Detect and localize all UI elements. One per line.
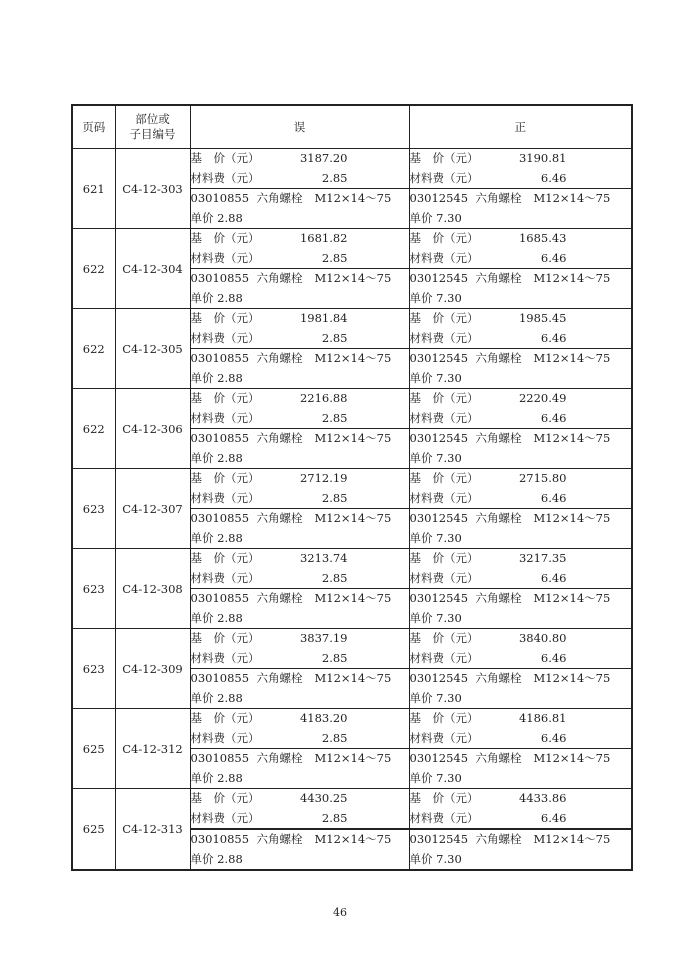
- unit-price: 单价 2.88: [190, 370, 243, 385]
- base-price-value: 2712.19: [299, 471, 348, 485]
- right-price-cell: [409, 629, 632, 669]
- material-cost-line: [410, 489, 632, 509]
- wrong-price-cell: [190, 709, 409, 749]
- base-price-value: 1981.84: [299, 311, 348, 325]
- base-price-value: 4183.20: [299, 711, 348, 725]
- item-line: [410, 429, 632, 449]
- item-line: [410, 669, 632, 689]
- item-code: 03012545: [409, 751, 469, 765]
- base-price-line: [410, 709, 632, 729]
- item-line: [191, 669, 409, 689]
- base-price-label: 基 价（元）: [190, 551, 260, 565]
- item-line: [410, 269, 632, 289]
- item-line: [410, 349, 632, 369]
- base-price-label: 基 价（元）: [409, 391, 479, 405]
- material-cost-value: 6.46: [540, 490, 567, 505]
- item-code: 03010855: [190, 751, 250, 765]
- wrong-price-cell: [190, 629, 409, 669]
- base-price-line: [191, 709, 409, 729]
- item-line: [410, 189, 632, 209]
- item-code-cell: C4-12-305: [115, 309, 190, 389]
- base-price-value: 2715.80: [518, 471, 567, 485]
- material-cost-line: [410, 809, 632, 829]
- item-line: [191, 830, 409, 850]
- item-code-cell: C4-12-306: [115, 389, 190, 469]
- page-cell: 622: [72, 309, 115, 389]
- material-cost-value: 2.85: [321, 570, 348, 585]
- material-cost-line: [410, 729, 632, 749]
- item-code: 03012545: [409, 431, 469, 445]
- base-price-label: 基 价（元）: [190, 631, 260, 645]
- material-cost-value: 2.85: [321, 810, 348, 825]
- page-cell: 622: [72, 229, 115, 309]
- page-cell: 622: [72, 389, 115, 469]
- item-spec: M12×14～75: [314, 591, 392, 605]
- item-name: 六角螺栓: [475, 271, 522, 285]
- item-code: 03010855: [190, 271, 250, 285]
- header-page: 页码: [72, 105, 115, 149]
- base-price-label: 基 价（元）: [190, 711, 260, 725]
- base-price-line: [191, 549, 409, 569]
- item-name: 六角螺栓: [475, 671, 522, 685]
- item-line: [410, 509, 632, 529]
- wrong-item-cell: [190, 749, 409, 789]
- base-price-line: [191, 309, 409, 329]
- item-line: [410, 830, 632, 850]
- item-line: [191, 589, 409, 609]
- base-price-value: 3840.80: [518, 631, 567, 645]
- item-code: 03010855: [190, 351, 250, 365]
- page-cell: 621: [72, 149, 115, 229]
- wrong-item-cell: [190, 829, 409, 870]
- material-cost-label: 材料费（元）: [190, 170, 260, 185]
- right-price-cell: [409, 229, 632, 269]
- item-name: 六角螺栓: [256, 271, 303, 285]
- base-price-label: 基 价（元）: [409, 311, 479, 325]
- item-name: 六角螺栓: [475, 511, 522, 525]
- base-price-line: [191, 629, 409, 649]
- item-code-cell: C4-12-303: [115, 149, 190, 229]
- item-spec: M12×14～75: [533, 431, 611, 445]
- base-price-label: 基 价（元）: [190, 311, 260, 325]
- base-price-line: [191, 149, 409, 169]
- material-cost-line: [191, 249, 409, 269]
- item-code: 03012545: [409, 511, 469, 525]
- right-price-cell: [409, 389, 632, 429]
- right-price-cell: [409, 549, 632, 589]
- base-price-label: 基 价（元）: [190, 151, 260, 165]
- errata-table: [71, 104, 633, 871]
- material-cost-value: 2.85: [321, 730, 348, 745]
- base-price-label: 基 价（元）: [409, 551, 479, 565]
- item-code: 03012545: [409, 351, 469, 365]
- material-cost-value: 2.85: [321, 250, 348, 265]
- table-row: [72, 629, 632, 669]
- material-cost-label: 材料费（元）: [409, 330, 479, 345]
- page-cell: 623: [72, 469, 115, 549]
- material-cost-label: 材料费（元）: [190, 410, 260, 425]
- item-code-cell: C4-12-307: [115, 469, 190, 549]
- header-code: [115, 105, 190, 149]
- base-price-label: 基 价（元）: [190, 391, 260, 405]
- unit-price: 单价 2.88: [190, 450, 243, 465]
- right-item-cell: [409, 589, 632, 629]
- base-price-label: 基 价（元）: [409, 711, 479, 725]
- material-cost-label: 材料费（元）: [190, 570, 260, 585]
- item-spec: M12×14～75: [314, 431, 392, 445]
- wrong-item-cell: [190, 269, 409, 309]
- page-number: 46: [333, 906, 347, 919]
- base-price-line: [410, 549, 632, 569]
- material-cost-label: 材料费（元）: [409, 490, 479, 505]
- unit-price: 单价 2.88: [190, 770, 243, 785]
- item-name: 六角螺栓: [256, 751, 303, 765]
- unit-price: 单价 7.30: [409, 450, 462, 465]
- wrong-price-cell: [190, 789, 409, 830]
- item-name: 六角螺栓: [256, 832, 303, 846]
- wrong-price-cell: [190, 469, 409, 509]
- item-code: 03010855: [190, 431, 250, 445]
- unit-price: 单价 2.88: [190, 690, 243, 705]
- material-cost-value: 2.85: [321, 170, 348, 185]
- item-spec: M12×14～75: [314, 271, 392, 285]
- material-cost-value: 2.85: [321, 410, 348, 425]
- base-price-value: 4430.25: [299, 791, 348, 805]
- right-price-cell: [409, 309, 632, 349]
- material-cost-line: [191, 809, 409, 829]
- material-cost-line: [191, 489, 409, 509]
- item-code-cell: C4-12-308: [115, 549, 190, 629]
- material-cost-label: 材料费（元）: [409, 250, 479, 265]
- right-item-cell: [409, 509, 632, 549]
- table-row: [72, 709, 632, 749]
- page-cell: 625: [72, 709, 115, 789]
- item-name: 六角螺栓: [475, 191, 522, 205]
- right-price-cell: [409, 709, 632, 749]
- item-spec: M12×14～75: [314, 511, 392, 525]
- item-code-cell: C4-12-309: [115, 629, 190, 709]
- material-cost-label: 材料费（元）: [409, 410, 479, 425]
- item-spec: M12×14～75: [533, 351, 611, 365]
- table-row: [72, 389, 632, 429]
- material-cost-line: [410, 409, 632, 429]
- item-code: 03010855: [190, 511, 250, 525]
- base-price-label: 基 价（元）: [409, 151, 479, 165]
- base-price-label: 基 价（元）: [409, 791, 479, 805]
- item-line: [191, 349, 409, 369]
- item-line: [191, 749, 409, 769]
- header-code-line1: 部位或: [135, 112, 170, 126]
- header-right: 正: [409, 105, 632, 149]
- right-item-cell: [409, 749, 632, 789]
- material-cost-label: 材料费（元）: [190, 810, 260, 825]
- material-cost-label: 材料费（元）: [190, 490, 260, 505]
- wrong-item-cell: [190, 429, 409, 469]
- item-line: [191, 189, 409, 209]
- material-cost-line: [191, 569, 409, 589]
- wrong-price-cell: [190, 549, 409, 589]
- item-line: [410, 749, 632, 769]
- item-name: 六角螺栓: [475, 591, 522, 605]
- base-price-value: 4186.81: [518, 711, 567, 725]
- material-cost-value: 6.46: [540, 570, 567, 585]
- material-cost-line: [191, 729, 409, 749]
- wrong-price-cell: [190, 149, 409, 189]
- wrong-item-cell: [190, 349, 409, 389]
- item-line: [410, 589, 632, 609]
- item-line: [191, 269, 409, 289]
- base-price-line: [191, 469, 409, 489]
- material-cost-line: [191, 329, 409, 349]
- item-name: 六角螺栓: [256, 511, 303, 525]
- page-cell: 623: [72, 549, 115, 629]
- item-name: 六角螺栓: [256, 191, 303, 205]
- right-item-cell: [409, 269, 632, 309]
- item-spec: M12×14～75: [314, 671, 392, 685]
- item-code-cell: C4-12-313: [115, 789, 190, 871]
- item-code-cell: C4-12-304: [115, 229, 190, 309]
- base-price-value: 3213.74: [299, 551, 348, 565]
- unit-price: 单价 7.30: [409, 530, 462, 545]
- base-price-value: 1681.82: [299, 231, 348, 245]
- material-cost-value: 6.46: [540, 170, 567, 185]
- base-price-line: [410, 469, 632, 489]
- right-price-cell: [409, 789, 632, 830]
- base-price-value: 2220.49: [518, 391, 567, 405]
- base-price-label: 基 价（元）: [409, 631, 479, 645]
- material-cost-value: 6.46: [540, 810, 567, 825]
- unit-price: 单价 2.88: [190, 530, 243, 545]
- base-price-label: 基 价（元）: [190, 471, 260, 485]
- item-spec: M12×14～75: [533, 191, 611, 205]
- base-price-value: 1685.43: [518, 231, 567, 245]
- item-name: 六角螺栓: [475, 351, 522, 365]
- item-spec: M12×14～75: [533, 671, 611, 685]
- base-price-value: 2216.88: [299, 391, 348, 405]
- header-wrong: 误: [190, 105, 409, 149]
- item-name: 六角螺栓: [256, 591, 303, 605]
- base-price-value: 4433.86: [518, 791, 567, 805]
- base-price-label: 基 价（元）: [190, 231, 260, 245]
- item-spec: M12×14～75: [314, 751, 392, 765]
- unit-price: 单价 2.88: [190, 851, 243, 866]
- material-cost-line: [191, 169, 409, 189]
- item-spec: M12×14～75: [533, 271, 611, 285]
- item-name: 六角螺栓: [256, 351, 303, 365]
- material-cost-label: 材料费（元）: [409, 730, 479, 745]
- unit-price: 单价 2.88: [190, 290, 243, 305]
- material-cost-value: 6.46: [540, 650, 567, 665]
- item-spec: M12×14～75: [314, 351, 392, 365]
- item-spec: M12×14～75: [533, 591, 611, 605]
- wrong-item-cell: [190, 189, 409, 229]
- item-code: 03010855: [190, 191, 250, 205]
- base-price-value: 1985.45: [518, 311, 567, 325]
- material-cost-label: 材料费（元）: [409, 810, 479, 825]
- wrong-item-cell: [190, 669, 409, 709]
- material-cost-label: 材料费（元）: [409, 170, 479, 185]
- unit-price: 单价 2.88: [190, 610, 243, 625]
- unit-price: 单价 2.88: [190, 210, 243, 225]
- item-line: [191, 509, 409, 529]
- item-code: 03010855: [190, 671, 250, 685]
- item-code: 03012545: [409, 191, 469, 205]
- page-cell: 625: [72, 789, 115, 871]
- base-price-line: [410, 149, 632, 169]
- item-line: [191, 429, 409, 449]
- wrong-price-cell: [190, 229, 409, 269]
- base-price-value: 3837.19: [299, 631, 348, 645]
- material-cost-line: [410, 169, 632, 189]
- wrong-price-cell: [190, 389, 409, 429]
- table-row: [72, 309, 632, 349]
- right-item-cell: [409, 829, 632, 870]
- material-cost-value: 2.85: [321, 650, 348, 665]
- wrong-item-cell: [190, 589, 409, 629]
- item-spec: M12×14～75: [533, 511, 611, 525]
- material-cost-value: 2.85: [321, 330, 348, 345]
- unit-price: 单价 7.30: [409, 770, 462, 785]
- item-code: 03012545: [409, 832, 469, 846]
- material-cost-label: 材料费（元）: [190, 330, 260, 345]
- item-code: 03010855: [190, 591, 250, 605]
- base-price-line: [410, 389, 632, 409]
- right-item-cell: [409, 429, 632, 469]
- item-name: 六角螺栓: [475, 832, 522, 846]
- item-code: 03010855: [190, 832, 250, 846]
- material-cost-line: [410, 249, 632, 269]
- material-cost-value: 6.46: [540, 250, 567, 265]
- base-price-value: 3190.81: [518, 151, 567, 165]
- right-item-cell: [409, 189, 632, 229]
- item-code: 03012545: [409, 271, 469, 285]
- table-body: [72, 149, 632, 871]
- material-cost-value: 2.85: [321, 490, 348, 505]
- base-price-line: [410, 229, 632, 249]
- material-cost-line: [410, 569, 632, 589]
- right-item-cell: [409, 349, 632, 389]
- unit-price: 单价 7.30: [409, 851, 462, 866]
- material-cost-line: [410, 329, 632, 349]
- item-spec: M12×14～75: [314, 832, 392, 846]
- base-price-line: [410, 629, 632, 649]
- item-name: 六角螺栓: [256, 431, 303, 445]
- material-cost-label: 材料费（元）: [190, 730, 260, 745]
- item-name: 六角螺栓: [256, 671, 303, 685]
- material-cost-label: 材料费（元）: [409, 650, 479, 665]
- base-price-label: 基 价（元）: [190, 791, 260, 805]
- right-price-cell: [409, 469, 632, 509]
- material-cost-label: 材料费（元）: [190, 250, 260, 265]
- base-price-value: 3187.20: [299, 151, 348, 165]
- wrong-item-cell: [190, 509, 409, 549]
- material-cost-label: 材料费（元）: [409, 570, 479, 585]
- wrong-price-cell: [190, 309, 409, 349]
- item-name: 六角螺栓: [475, 751, 522, 765]
- base-price-value: 3217.35: [518, 551, 567, 565]
- item-code: 03012545: [409, 591, 469, 605]
- item-code: 03012545: [409, 671, 469, 685]
- material-cost-value: 6.46: [540, 730, 567, 745]
- header-code-line2: 子目编号: [129, 127, 176, 141]
- table-row: [72, 229, 632, 269]
- unit-price: 单价 7.30: [409, 370, 462, 385]
- base-price-line: [410, 789, 632, 809]
- unit-price: 单价 7.30: [409, 210, 462, 225]
- table-row: [72, 549, 632, 589]
- header-row: [72, 105, 632, 149]
- material-cost-line: [410, 649, 632, 669]
- item-spec: M12×14～75: [533, 832, 611, 846]
- base-price-line: [191, 789, 409, 809]
- item-code-cell: C4-12-312: [115, 709, 190, 789]
- unit-price: 单价 7.30: [409, 610, 462, 625]
- right-price-cell: [409, 149, 632, 189]
- material-cost-value: 6.46: [540, 330, 567, 345]
- right-item-cell: [409, 669, 632, 709]
- table-row: [72, 789, 632, 830]
- item-spec: M12×14～75: [314, 191, 392, 205]
- base-price-label: 基 价（元）: [409, 471, 479, 485]
- material-cost-line: [191, 409, 409, 429]
- material-cost-line: [191, 649, 409, 669]
- unit-price: 单价 7.30: [409, 690, 462, 705]
- page-cell: 623: [72, 629, 115, 709]
- item-name: 六角螺栓: [475, 431, 522, 445]
- base-price-label: 基 价（元）: [409, 231, 479, 245]
- material-cost-value: 6.46: [540, 410, 567, 425]
- base-price-line: [191, 229, 409, 249]
- table-row: [72, 469, 632, 509]
- base-price-line: [410, 309, 632, 329]
- table-row: [72, 149, 632, 189]
- unit-price: 单价 7.30: [409, 290, 462, 305]
- material-cost-label: 材料费（元）: [190, 650, 260, 665]
- base-price-line: [191, 389, 409, 409]
- item-spec: M12×14～75: [533, 751, 611, 765]
